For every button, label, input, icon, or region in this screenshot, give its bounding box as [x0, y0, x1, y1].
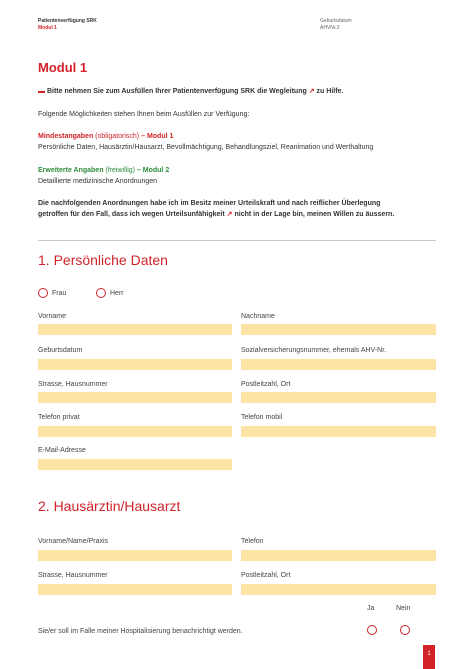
declaration-post: nicht in der Lage bin, meinen Willen zu äussern. [232, 211, 395, 218]
header-ahv-label: AHVNr.3 [320, 25, 340, 31]
radio-notify-yes[interactable] [367, 625, 377, 635]
label-phone-mobile: Telefon mobil [241, 414, 283, 421]
section-title-gp: 2. Hausärztin/Hausarzt [38, 498, 181, 514]
declaration-pre: Die nachfolgenden Anordnungen habe ich im Besitz meiner Urteilskraft und nach reiflicher Überlegung getroffen für den Fall, dass ich wegen [38, 200, 381, 218]
intro-line [38, 87, 438, 96]
radio-notify-no[interactable] [400, 625, 410, 635]
name-practice-field[interactable] [38, 550, 232, 561]
min-module: – Modul 1 [139, 133, 174, 140]
label-email: E-Mail-Adresse [38, 447, 86, 454]
label-first-name: Vorname [38, 313, 67, 320]
phone-mobile-field[interactable] [241, 426, 436, 437]
label-name-practice: Vorname/Name/Praxis [38, 538, 109, 545]
gp-phone-field[interactable] [241, 550, 436, 561]
ext-description: Detaillierte medizinische Anordnungen [38, 178, 158, 185]
options-intro: Folgende Möglichkeiten stehen Ihnen beim Ausfüllen zur Verfügung: [38, 111, 250, 118]
ahv-field[interactable] [241, 359, 436, 370]
external-link-icon[interactable]: ↗ [226, 211, 233, 218]
label-gp-phone: Telefon [241, 538, 264, 545]
label-birthdate: Geburtsdatum [38, 347, 83, 354]
zip-city-field[interactable] [241, 392, 436, 403]
header-birthdate-label: Geburtsdatum [320, 18, 352, 24]
page-number-tab [423, 645, 435, 669]
label-last-name: Nachname [241, 313, 275, 320]
radio-label-frau: Frau [52, 290, 67, 297]
ext-title: Erweiterte Angaben [38, 167, 104, 174]
gp-street-field[interactable] [38, 584, 232, 595]
radio-herr[interactable] [96, 288, 106, 298]
street-field[interactable] [38, 392, 232, 403]
label-gp-street: Strasse, Hausnummer [38, 572, 108, 579]
gp-zip-city-field[interactable] [241, 584, 436, 595]
page-title: Modul 1 [38, 60, 88, 75]
divider [38, 240, 436, 241]
first-name-field[interactable] [38, 324, 232, 335]
ext-heading [38, 166, 438, 175]
label-zip-city: Postleitzahl, Ort [241, 381, 291, 388]
label-street: Strasse, Hausnummer [38, 381, 108, 388]
yes-header: Ja [367, 605, 375, 612]
ext-module: – Modul 2 [134, 167, 170, 174]
intro-link[interactable]: Wegleitung [269, 88, 307, 95]
page-number: 1 [427, 651, 431, 657]
intro-post: zu Hilfe. [314, 88, 344, 95]
section-title-personal-data: 1. Persönliche Daten [38, 252, 168, 268]
birthdate-field[interactable] [38, 359, 232, 370]
min-qualifier: (obligatorisch) [93, 133, 140, 140]
last-name-field[interactable] [241, 324, 436, 335]
min-title: Mindestangaben [38, 133, 94, 140]
phone-private-field[interactable] [38, 426, 232, 437]
label-gp-zip-city: Postleitzahl, Ort [241, 572, 291, 579]
speech-bubble-icon: ▬ [38, 88, 45, 95]
min-description: Persönliche Daten, Hausärztin/Hausarzt, Bevollmächtigung, Behandlungsziel, Reanimation und Werthaltung [38, 144, 374, 151]
header-module: Modul 1 [38, 25, 57, 31]
ext-qualifier: (freiwillig) [103, 167, 135, 174]
radio-frau[interactable] [38, 288, 48, 298]
declaration-link[interactable]: Urteilsunfähigkeit [165, 211, 225, 218]
radio-label-herr: Herr [110, 290, 124, 297]
notify-question: Sie/er soll im Falle meiner Hospitalisierung benachrichtigt werden. [38, 628, 243, 635]
min-heading [38, 132, 438, 141]
no-header: Nein [396, 605, 411, 612]
declaration [38, 198, 398, 220]
label-ahv: Sozialversicherungsnummer, ehemals AHV-Nr. [241, 347, 387, 354]
header-doc-title: Patientenverfügung SRK [38, 18, 97, 24]
email-field[interactable] [38, 459, 232, 470]
intro-pre: Bitte nehmen Sie zum Ausfüllen Ihrer Patientenverfügung SRK die [46, 88, 270, 95]
label-phone-private: Telefon privat [38, 414, 80, 421]
external-link-icon[interactable]: ↗ [308, 88, 315, 95]
